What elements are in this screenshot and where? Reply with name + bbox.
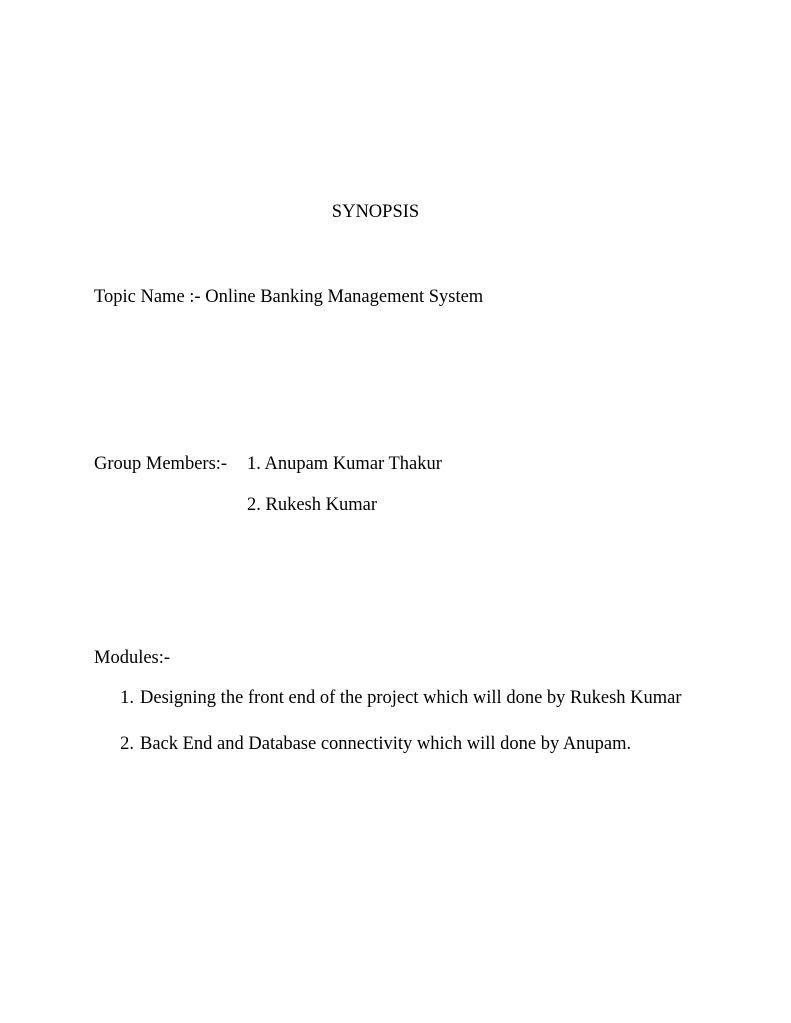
group-member-2: 2. Rukesh Kumar (247, 495, 377, 515)
module-text-2: Back End and Database connectivity which will done by Anupam. (140, 734, 632, 754)
module-number-1: 1. (120, 688, 134, 708)
module-text-1: Designing the front end of the project which will done by Rukesh Kumar (140, 688, 682, 708)
topic-line (94, 286, 483, 308)
document-title: SYNOPSIS (331, 202, 420, 222)
modules-label: Modules:- (94, 648, 171, 668)
group-member-1: 1. Anupam Kumar Thakur (247, 454, 442, 474)
topic-value: Online Banking Management System (205, 287, 484, 307)
module-number-2: 2. (120, 734, 134, 754)
group-members-label: Group Members:- (94, 454, 228, 474)
topic-label: Topic Name :- (94, 287, 201, 307)
